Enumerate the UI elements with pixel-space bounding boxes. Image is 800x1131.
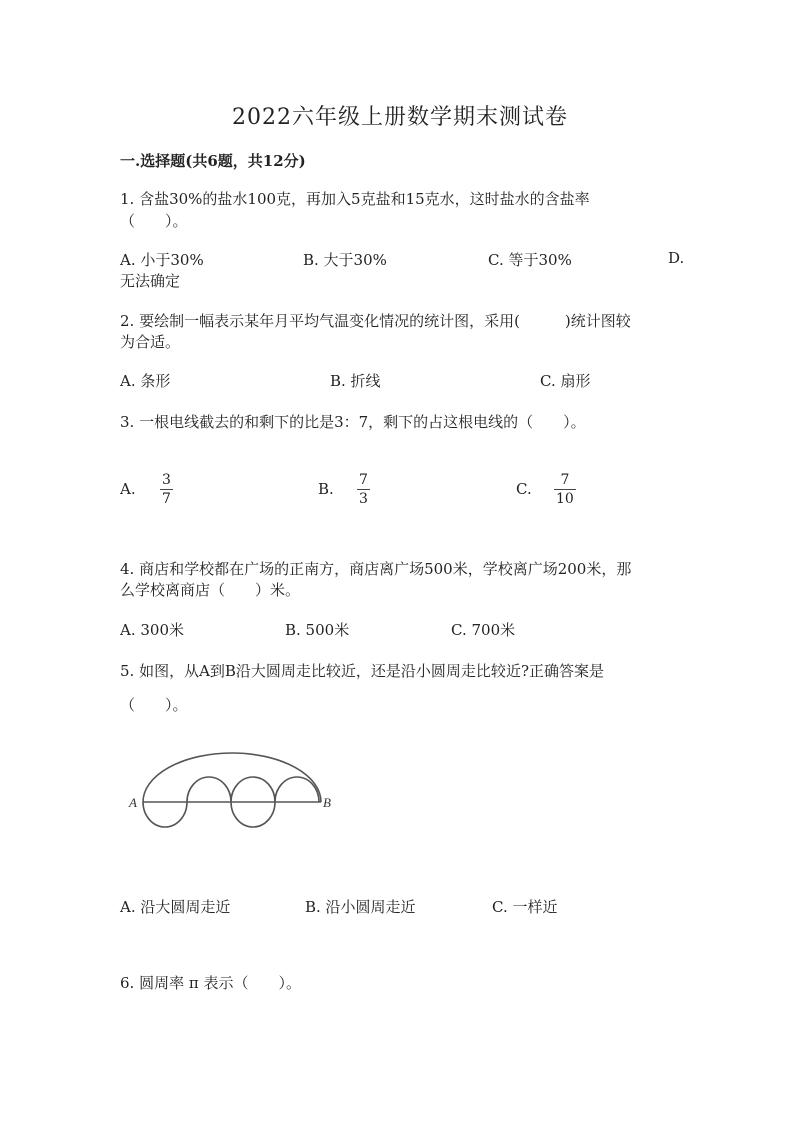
- fraction-bar: [554, 489, 576, 490]
- question-1-text: 1. 含盐30%的盐水100克，再加入5克盐和15克水，这时盐水的含盐率: [120, 190, 590, 208]
- question-1-option-b: B. 大于30%: [303, 251, 387, 269]
- fraction-numerator: 7: [359, 472, 368, 488]
- fraction-numerator: 7: [560, 472, 570, 488]
- question-5-text: 5. 如图，从A到B沿大圆周走比较近，还是沿小圆周走比较近?正确答案是: [120, 662, 604, 680]
- question-1-option-d: D.: [668, 249, 685, 267]
- question-4-text: 4. 商店和学校都在广场的正南方，商店离广场500米，学校离广场200米，那: [120, 560, 632, 578]
- question-5-option-a: A. 沿大圆周走近: [120, 898, 231, 916]
- fraction-denominator: 10: [556, 491, 574, 507]
- question-2-option-c: C. 扇形: [540, 372, 591, 390]
- question-1-text-cont: （ ）。: [120, 212, 188, 230]
- question-1-option-c: C. 等于30%: [488, 251, 572, 269]
- question-3-option-b-label: B.: [318, 480, 334, 498]
- circle-path-figure: [120, 748, 360, 858]
- section-heading: 一.选择题(共6题，共12分): [120, 152, 306, 170]
- question-2-text-cont: 为合适。: [120, 333, 181, 351]
- fraction-denominator: 7: [162, 491, 171, 507]
- question-4-option-b: B. 500米: [285, 621, 350, 639]
- point-b-label: B: [323, 795, 331, 810]
- fraction-denominator: 3: [359, 491, 368, 507]
- fraction-bar: [357, 489, 370, 490]
- question-3-text: 3. 一根电线截去的和剩下的比是3：7，剩下的占这根电线的（ ）。: [120, 413, 586, 431]
- question-6-text: 6. 圆周率 π 表示（ ）。: [120, 974, 301, 992]
- question-2-text: 2. 要绘制一幅表示某年月平均气温变化情况的统计图，采用( )统计图较: [120, 312, 631, 330]
- question-5-option-c: C. 一样近: [492, 898, 558, 916]
- question-4-option-a: A. 300米: [120, 621, 184, 639]
- point-a-label: A: [129, 795, 137, 810]
- question-5-option-b: B. 沿小圆周走近: [305, 898, 416, 916]
- question-2-option-b: B. 折线: [330, 372, 381, 390]
- question-3-option-c-fraction: [554, 472, 576, 507]
- page-title: 2022六年级上册数学期末测试卷: [232, 105, 568, 130]
- question-1-option-a: A. 小于30%: [120, 251, 204, 269]
- question-3-option-c-label: C.: [516, 480, 532, 498]
- question-4-text-cont: 么学校离商店（ ）米。: [120, 581, 301, 599]
- question-4-option-c: C. 700米: [451, 621, 516, 639]
- question-1-option-d-text: 无法确定: [120, 272, 181, 290]
- question-3-option-a-label: A.: [120, 480, 136, 498]
- question-3-option-a-fraction: [160, 472, 173, 507]
- fraction-bar: [160, 489, 173, 490]
- fraction-numerator: 3: [162, 472, 171, 488]
- question-2-option-a: A. 条形: [120, 372, 171, 390]
- question-3-option-b-fraction: [357, 472, 370, 507]
- question-5-text-cont: （ ）。: [120, 696, 188, 714]
